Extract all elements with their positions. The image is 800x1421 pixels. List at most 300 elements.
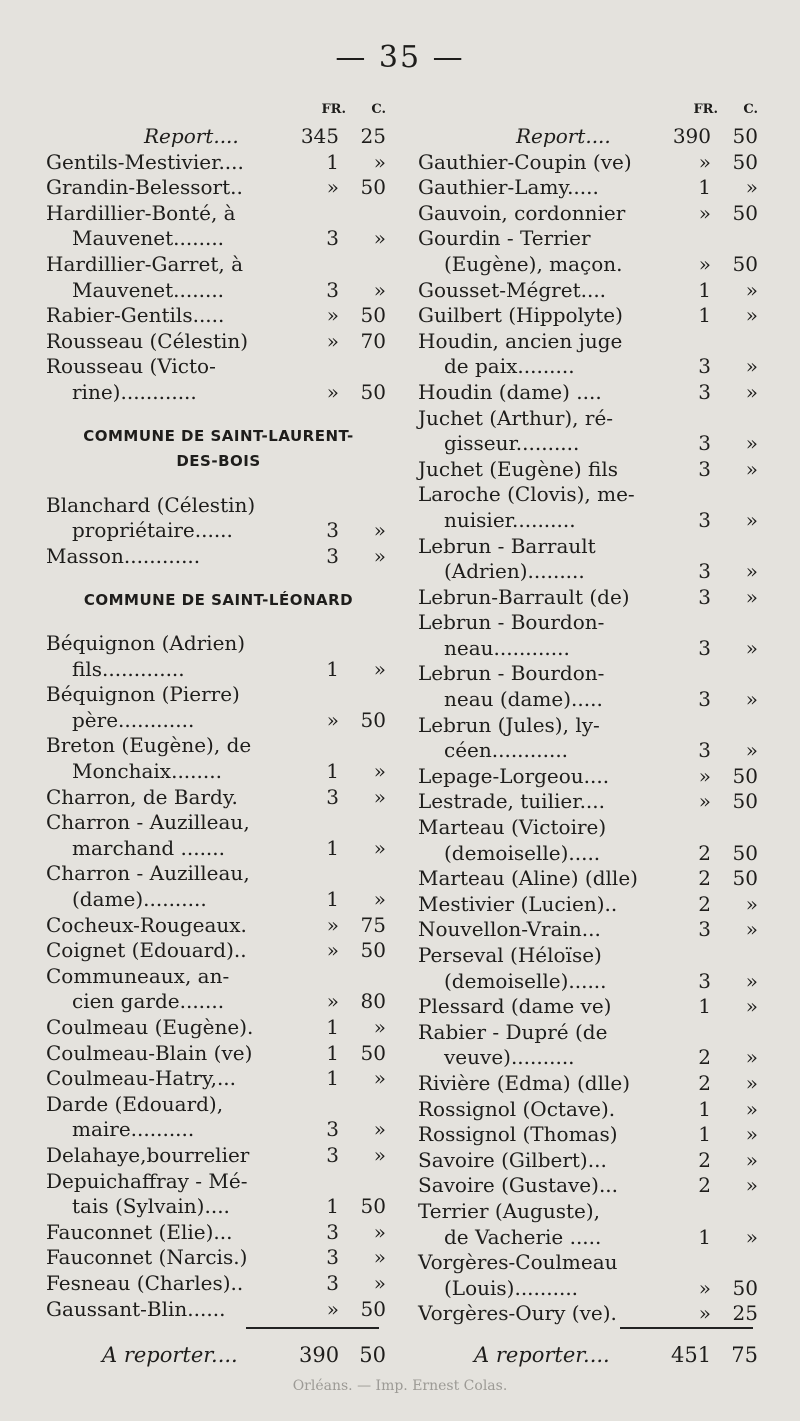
amount-centimes: » <box>373 149 386 174</box>
subscriber-line <box>418 406 763 432</box>
subscriber-line <box>46 1143 391 1169</box>
amount-francs: 1 <box>698 1096 711 1121</box>
amount-centimes: 50 <box>732 149 758 174</box>
subscriber-line <box>418 1148 763 1174</box>
subscriber-line <box>46 493 391 519</box>
amount-francs: 1 <box>326 759 339 784</box>
amount-francs: » <box>698 251 711 276</box>
amount-francs: 1 <box>326 1015 339 1039</box>
amount-centimes: 25 <box>732 1301 758 1326</box>
subscriber-name: Plessard (dame ve) <box>418 994 612 1019</box>
subscriber-line <box>418 354 763 380</box>
subscriber-line <box>46 1220 391 1246</box>
amount-francs: » <box>326 379 339 404</box>
amount-francs: 1 <box>326 887 339 912</box>
subscriber-name: Coulmeau-Blain (ve) <box>46 1040 253 1065</box>
spacer <box>46 406 391 424</box>
amount-centimes: 50 <box>732 866 758 891</box>
carry-forward-francs: 390 <box>299 1343 340 1367</box>
amount-centimes: » <box>745 431 758 456</box>
subscriber-line <box>418 1301 763 1327</box>
subscriber-line <box>418 534 763 560</box>
subscriber-line <box>46 1092 391 1118</box>
subscriber-name: Coignet (Edouard).. <box>46 938 247 963</box>
subscriber-line <box>418 175 763 201</box>
subscriber-name: Juchet (Eugène) fils <box>418 456 619 481</box>
amount-francs: 1 <box>326 1066 339 1091</box>
subscriber-line <box>418 303 763 329</box>
amount-centimes: » <box>745 968 758 993</box>
subscriber-name: Rivière (Edma) (dlle) <box>418 1070 631 1095</box>
amount-centimes: » <box>745 1147 758 1172</box>
subscriber-line <box>418 1225 763 1251</box>
amount-francs: 3 <box>326 1245 339 1270</box>
amount-centimes: 80 <box>360 989 386 1014</box>
subscriber-name: (Adrien)......... <box>444 559 585 584</box>
subscriber-name: Lebrun - Barrault <box>418 533 596 558</box>
total-rule <box>246 1327 379 1329</box>
amount-francs: 1 <box>698 277 711 302</box>
centimes-header: C. <box>371 102 386 117</box>
subscriber-name: Masson............ <box>46 543 201 568</box>
subscriber-name: cien garde....... <box>72 989 225 1014</box>
subscriber-line <box>418 201 763 227</box>
subscriber-name: Gaussant-Blin...... <box>46 1296 226 1321</box>
amount-centimes: » <box>745 379 758 404</box>
subscriber-name: Lebrun-Barrault (de) <box>418 584 630 609</box>
amount-centimes: 75 <box>360 912 386 937</box>
subscriber-name: Vorgères-Oury (ve). <box>418 1301 617 1326</box>
subscriber-name: Hardillier-Bonté, à <box>46 200 236 225</box>
amount-francs: » <box>698 789 711 814</box>
subscriber-name: Nouvellon-Vrain... <box>418 917 601 942</box>
subscriber-line <box>46 329 391 355</box>
subscriber-name: Cocheux-Rougeaux. <box>46 912 247 937</box>
subscriber-name: Houdin (dame) .... <box>418 379 602 404</box>
subscriber-line <box>418 943 763 969</box>
subscriber-name: gisseur.......... <box>444 431 580 456</box>
subscriber-line <box>46 1041 391 1067</box>
subscriber-line <box>418 661 763 687</box>
amount-centimes: » <box>745 917 758 942</box>
subscriber-name: tais (Sylvain).... <box>72 1194 230 1219</box>
subscriber-name: Hardillier-Garret, à <box>46 251 244 276</box>
amount-francs: » <box>326 303 339 328</box>
amount-francs: 1 <box>326 149 339 174</box>
amount-francs: » <box>698 763 711 788</box>
amount-centimes: » <box>373 1117 386 1142</box>
amount-centimes: 50 <box>360 707 386 732</box>
subscriber-line <box>418 559 763 585</box>
subscriber-name: Lestrade, tuilier.... <box>418 789 605 814</box>
amount-francs: 3 <box>698 431 711 456</box>
amount-centimes: » <box>745 1096 758 1121</box>
amount-francs: 3 <box>698 635 711 660</box>
amount-centimes: 50 <box>732 763 758 788</box>
amount-centimes: 50 <box>732 840 758 865</box>
subscriber-line <box>418 1250 763 1276</box>
amount-centimes: 70 <box>360 328 386 353</box>
subscriber-line <box>46 964 391 990</box>
subscriber-name: Coulmeau (Eugène). <box>46 1015 254 1039</box>
amount-francs: 2 <box>698 1070 711 1095</box>
printer-imprint: Orléans. — Imp. Ernest Colas. <box>292 1378 508 1394</box>
subscriber-line <box>418 226 763 252</box>
subscriber-line <box>418 764 763 790</box>
amount-francs: 3 <box>326 784 339 809</box>
subscriber-line <box>418 1097 763 1123</box>
amount-centimes: 50 <box>732 200 758 225</box>
subscriber-line <box>418 1199 763 1225</box>
subscriber-name: Coulmeau-Hatry,... <box>46 1066 237 1091</box>
amount-centimes: » <box>373 518 386 543</box>
amount-centimes: 50 <box>732 251 758 276</box>
amount-centimes: » <box>745 1070 758 1095</box>
section-heading: COMMUNE DE SAINT-LÉONARD <box>83 590 354 609</box>
subscriber-line <box>46 938 391 964</box>
amount-francs: 3 <box>698 507 711 532</box>
amount-centimes: » <box>745 1045 758 1070</box>
subscriber-line <box>46 201 391 227</box>
left-column <box>46 102 391 1322</box>
amount-centimes: » <box>373 887 386 912</box>
amount-francs: » <box>326 328 339 353</box>
subscriber-line <box>46 836 391 862</box>
subscriber-line <box>418 1071 763 1097</box>
subscriber-line <box>418 508 763 534</box>
amount-centimes: » <box>745 175 758 200</box>
amount-centimes: » <box>373 1219 386 1244</box>
amount-centimes: 50 <box>360 938 386 963</box>
amount-francs: 3 <box>698 687 711 712</box>
subscriber-line <box>46 759 391 785</box>
subscriber-name: Rousseau (Victo- <box>46 354 216 379</box>
subscriber-line <box>46 1194 391 1220</box>
amount-francs: » <box>698 1301 711 1326</box>
subscriber-name: Charron, de Bardy. <box>46 784 238 809</box>
subscriber-name: Grandin-Belessort.. <box>46 175 243 200</box>
amount-centimes: » <box>745 738 758 763</box>
amount-francs: 1 <box>326 1194 339 1219</box>
report-label: Report.... <box>516 124 611 148</box>
amount-centimes: 50 <box>360 1194 386 1219</box>
subscriber-line <box>46 682 391 708</box>
subscriber-line <box>418 738 763 764</box>
subscriber-line <box>46 1015 391 1041</box>
subscriber-line <box>418 431 763 457</box>
subscriber-line <box>418 994 763 1020</box>
subscriber-name: Gousset-Mégret.... <box>418 277 607 302</box>
subscriber-name: Fesneau (Charles).. <box>46 1270 244 1295</box>
subscriber-line <box>418 1020 763 1046</box>
amount-centimes: » <box>745 354 758 379</box>
subscriber-line <box>46 631 391 657</box>
subscriber-line <box>418 866 763 892</box>
subscriber-line <box>418 150 763 176</box>
subscriber-name: (Louis).......... <box>444 1275 579 1300</box>
amount-francs: 2 <box>698 866 711 891</box>
amount-francs: » <box>698 149 711 174</box>
amount-centimes: » <box>373 656 386 681</box>
francs-header: FR. <box>693 102 718 117</box>
subscriber-name: Gauvoin, cordonnier <box>418 200 626 225</box>
subscriber-name: Communeaux, an- <box>46 963 230 988</box>
amount-centimes: » <box>745 687 758 712</box>
amount-francs: 3 <box>326 226 339 251</box>
subscriber-name: Juchet (Arthur), ré- <box>418 405 614 430</box>
amount-francs: 3 <box>698 968 711 993</box>
subscriber-name: (demoiselle)...... <box>444 968 607 993</box>
amount-francs: 3 <box>326 1142 339 1167</box>
amount-francs: 3 <box>326 1270 339 1295</box>
subscriber-line <box>418 841 763 867</box>
amount-centimes: 50 <box>732 124 758 148</box>
subscriber-name: céen............ <box>444 738 569 763</box>
right-column <box>418 102 763 1327</box>
amount-francs: 1 <box>326 835 339 860</box>
subscriber-line <box>418 636 763 662</box>
subscriber-name: Charron - Auzilleau, <box>46 861 250 886</box>
amount-centimes: » <box>373 1142 386 1167</box>
amount-centimes: » <box>373 759 386 784</box>
subscriber-name: neau............ <box>444 635 570 660</box>
spacer <box>46 570 391 588</box>
right-entries <box>418 124 763 1327</box>
subscriber-line <box>46 887 391 913</box>
subscriber-name: Béquignon (Pierre) <box>46 682 240 707</box>
spacer <box>46 613 391 631</box>
amount-francs: 1 <box>326 656 339 681</box>
subscriber-line <box>418 124 763 150</box>
subscriber-line <box>46 861 391 887</box>
subscriber-line <box>418 892 763 918</box>
carry-forward-centimes: 75 <box>731 1343 758 1367</box>
subscriber-line <box>46 278 391 304</box>
subscriber-line <box>46 1117 391 1143</box>
amount-francs: 345 <box>300 124 339 148</box>
subscriber-line <box>46 1169 391 1195</box>
amount-centimes: 50 <box>360 1040 386 1065</box>
subscriber-line <box>46 380 391 406</box>
subscriber-name: Rabier - Dupré (de <box>418 1019 608 1044</box>
subscriber-name: Gauthier-Coupin (ve) <box>418 149 632 174</box>
subscriber-name: Delahaye,bourrelier <box>46 1142 250 1167</box>
subscriber-line <box>46 810 391 836</box>
amount-francs: 1 <box>698 175 711 200</box>
amount-centimes: » <box>373 1015 386 1039</box>
amount-centimes: » <box>745 584 758 609</box>
subscriber-line <box>46 1271 391 1297</box>
subscriber-line <box>46 1297 391 1323</box>
subscriber-name: (Eugène), maçon. <box>444 251 623 276</box>
amount-centimes: 50 <box>360 1296 386 1321</box>
column-headers <box>46 102 391 124</box>
subscriber-name: Marteau (Aline) (dlle) <box>418 866 638 891</box>
subscriber-line <box>418 278 763 304</box>
subscriber-name: Houdin, ancien juge <box>418 328 623 353</box>
subscriber-line <box>418 687 763 713</box>
amount-francs: » <box>326 912 339 937</box>
subscriber-name: Gentils-Mestivier.... <box>46 149 244 174</box>
subscriber-name: Fauconnet (Narcis.) <box>46 1245 248 1270</box>
amount-francs: 2 <box>698 1173 711 1198</box>
amount-francs: » <box>326 1296 339 1321</box>
subscriber-line <box>46 733 391 759</box>
subscriber-line <box>418 1173 763 1199</box>
amount-centimes: » <box>373 226 386 251</box>
amount-francs: 3 <box>698 456 711 481</box>
subscriber-name: Lebrun - Bourdon- <box>418 661 605 686</box>
subscriber-line <box>418 1122 763 1148</box>
amount-centimes: » <box>745 1122 758 1147</box>
amount-centimes: » <box>745 507 758 532</box>
subscriber-line <box>418 610 763 636</box>
amount-francs: 1 <box>698 1224 711 1249</box>
subscriber-name: nuisier.......... <box>444 507 576 532</box>
subscriber-name: Lebrun - Bourdon- <box>418 610 605 635</box>
subscriber-line <box>46 657 391 683</box>
subscriber-line <box>418 969 763 995</box>
subscriber-name: Rossignol (Thomas) <box>418 1122 618 1147</box>
subscriber-line <box>46 124 391 150</box>
amount-francs: 1 <box>698 994 711 1019</box>
amount-francs: » <box>698 200 711 225</box>
amount-francs: 2 <box>698 840 711 865</box>
amount-francs: 2 <box>698 1045 711 1070</box>
amount-francs: 3 <box>698 379 711 404</box>
report-label: Report.... <box>144 124 239 148</box>
subscriber-name: Rabier-Gentils..... <box>46 303 225 328</box>
spacer <box>46 475 391 493</box>
subscriber-name: Laroche (Clovis), me- <box>418 482 635 507</box>
amount-centimes: » <box>373 543 386 568</box>
carry-forward-right <box>418 1343 763 1371</box>
subscriber-name: propriétaire...... <box>72 518 233 543</box>
amount-francs: 3 <box>698 584 711 609</box>
subscriber-name: Blanchard (Célestin) <box>46 492 256 517</box>
subscriber-line <box>418 815 763 841</box>
subscriber-name: Mestivier (Lucien).. <box>418 891 618 916</box>
subscriber-name: Mauvenet........ <box>72 277 225 302</box>
subscriber-name: Mauvenet........ <box>72 226 225 251</box>
carry-forward-left <box>46 1343 391 1371</box>
subscriber-name: maire.......... <box>72 1117 195 1142</box>
amount-centimes: » <box>745 994 758 1019</box>
subscriber-line <box>46 354 391 380</box>
subscriber-name: Rousseau (Célestin) <box>46 328 249 353</box>
amount-centimes: 25 <box>360 124 386 148</box>
amount-francs: 2 <box>698 1147 711 1172</box>
subscriber-name: Fauconnet (Elie)... <box>46 1219 233 1244</box>
subscriber-line <box>46 913 391 939</box>
subscriber-line <box>46 1245 391 1271</box>
carry-forward-francs: 451 <box>671 1343 712 1367</box>
amount-centimes: » <box>373 784 386 809</box>
subscriber-name: Charron - Auzilleau, <box>46 810 250 835</box>
amount-francs: » <box>326 175 339 200</box>
subscriber-name: père............ <box>72 707 195 732</box>
centimes-header: C. <box>743 102 758 117</box>
subscriber-name: Monchaix........ <box>72 759 222 784</box>
subscriber-name: Darde (Edouard), <box>46 1091 224 1116</box>
subscriber-line <box>418 457 763 483</box>
subscriber-line <box>418 252 763 278</box>
subscriber-line <box>46 175 391 201</box>
subscriber-line <box>46 303 391 329</box>
subscriber-name: de Vacherie ..... <box>444 1224 602 1249</box>
subscriber-name: Béquignon (Adrien) <box>46 631 246 656</box>
subscriber-name: (dame).......... <box>72 887 207 912</box>
column-headers <box>418 102 763 124</box>
amount-francs: 3 <box>698 917 711 942</box>
amount-centimes: » <box>373 277 386 302</box>
subscriber-line <box>418 789 763 815</box>
left-entries <box>46 124 391 1322</box>
subscriber-line <box>418 713 763 739</box>
section-heading: DES-BOIS <box>176 452 261 471</box>
amount-francs: 3 <box>698 559 711 584</box>
subscriber-line <box>46 1066 391 1092</box>
amount-centimes: » <box>745 1224 758 1249</box>
amount-centimes: 50 <box>360 379 386 404</box>
subscriber-line <box>46 708 391 734</box>
amount-francs: » <box>698 1275 711 1300</box>
amount-francs: 2 <box>698 891 711 916</box>
subscriber-name: Breton (Eugène), de <box>46 733 252 758</box>
amount-francs: » <box>326 938 339 963</box>
amount-centimes: » <box>373 1245 386 1270</box>
subscriber-line <box>418 482 763 508</box>
subscriber-name: Marteau (Victoire) <box>418 815 607 840</box>
amount-francs: 390 <box>672 124 711 148</box>
section-heading: COMMUNE DE SAINT-LAURENT- <box>83 426 354 445</box>
amount-francs: 3 <box>698 738 711 763</box>
amount-francs: 3 <box>326 1219 339 1244</box>
subscriber-line <box>46 226 391 252</box>
carry-forward-label: A reporter.... <box>474 1343 610 1367</box>
amount-centimes: 50 <box>732 789 758 814</box>
subscriber-line <box>418 917 763 943</box>
amount-francs: 1 <box>326 1040 339 1065</box>
subscriber-line <box>418 380 763 406</box>
subscriber-name: Gourdin - Terrier <box>418 226 591 251</box>
subscriber-line <box>418 329 763 355</box>
amount-centimes: » <box>745 559 758 584</box>
subscriber-name: Perseval (Héloïse) <box>418 943 602 967</box>
subscriber-name: (demoiselle)..... <box>444 840 601 865</box>
subscriber-line <box>46 252 391 278</box>
amount-francs: » <box>326 707 339 732</box>
amount-francs: 3 <box>326 543 339 568</box>
subscriber-name: Depuichaffray - Mé- <box>46 1168 248 1193</box>
subscriber-line <box>418 585 763 611</box>
subscriber-name: de paix......... <box>444 354 575 379</box>
subscriber-line <box>46 150 391 176</box>
subscriber-line <box>418 1276 763 1302</box>
subscriber-name: neau (dame)..... <box>444 687 603 712</box>
amount-centimes: » <box>373 1270 386 1295</box>
amount-centimes: » <box>745 277 758 302</box>
amount-francs: 3 <box>326 518 339 543</box>
subscriber-name: Lebrun (Jules), ly- <box>418 712 600 737</box>
amount-francs: 1 <box>698 303 711 328</box>
subscriber-name: Savoire (Gustave)... <box>418 1173 619 1198</box>
total-rule <box>620 1327 753 1329</box>
subscriber-line <box>46 544 391 570</box>
subscriber-name: fils............. <box>72 656 185 681</box>
subscriber-name: rine)............ <box>72 379 197 404</box>
amount-centimes: 50 <box>732 1275 758 1300</box>
